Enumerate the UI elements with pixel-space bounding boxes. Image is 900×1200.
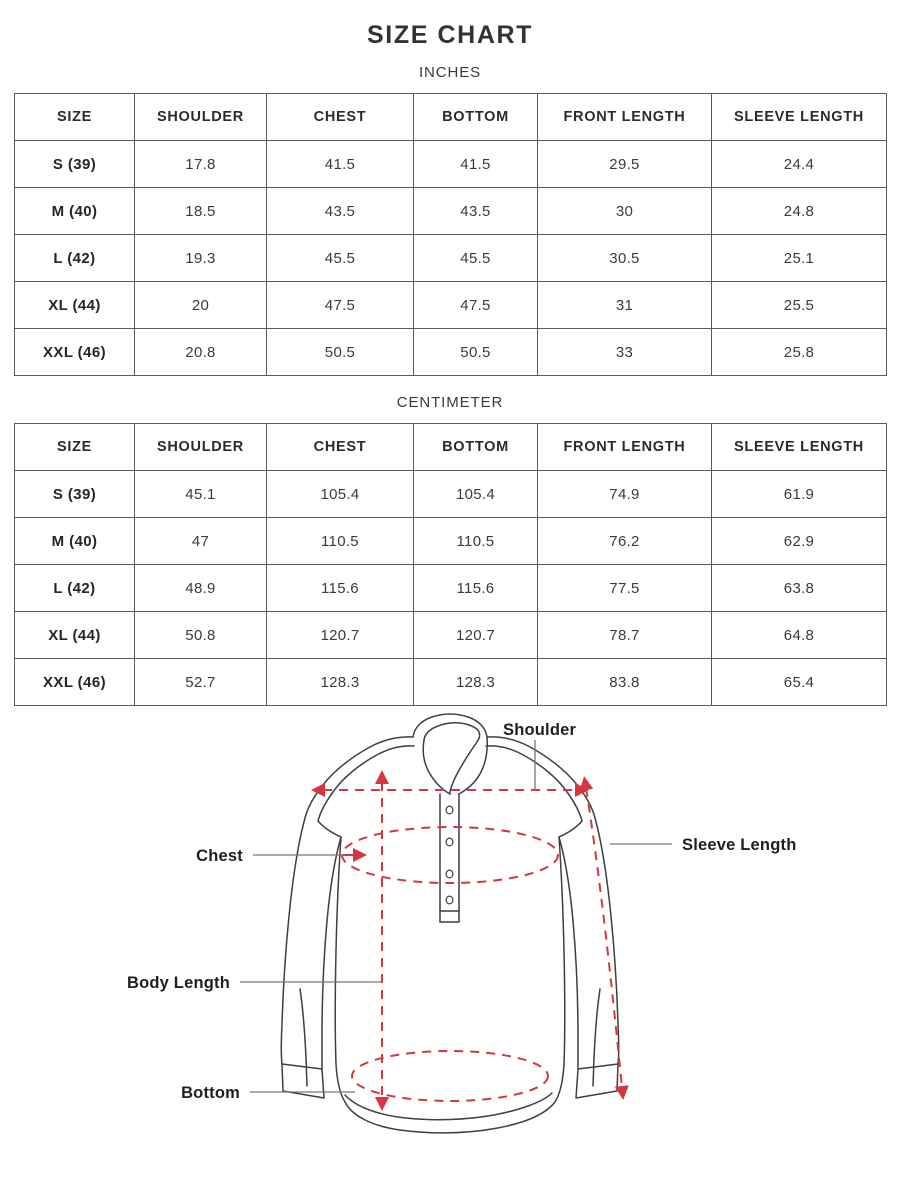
left-yoke-line (318, 746, 414, 821)
label-chest: Chest (196, 847, 243, 865)
cell-sleeve-length: 64.8 (712, 612, 887, 659)
size-table-inches (14, 93, 887, 376)
cell-shoulder: 20 (135, 282, 267, 329)
cell-sleeve-length: 25.1 (712, 235, 887, 282)
table-row (15, 235, 887, 282)
cell-front-length: 31 (538, 282, 712, 329)
column-header-sleeve-length: SLEEVE LENGTH (712, 424, 887, 471)
cell-sleeve-length: 65.4 (712, 659, 887, 706)
column-header-bottom: BOTTOM (414, 424, 538, 471)
cell-size: S (39) (15, 141, 135, 188)
right-armhole-seam (559, 821, 582, 837)
unit-label-inches: INCHES (418, 64, 482, 81)
table-row (15, 659, 887, 706)
cell-bottom: 115.6 (414, 565, 538, 612)
label-body-length: Body Length (126, 974, 230, 992)
cell-chest: 47.5 (267, 282, 414, 329)
right-cuff (576, 1064, 618, 1098)
measurement-diagram (0, 706, 900, 1176)
cell-shoulder: 19.3 (135, 235, 267, 282)
table-row (15, 141, 887, 188)
cell-chest: 115.6 (267, 565, 414, 612)
cell-bottom: 47.5 (414, 282, 538, 329)
unit-label-centimeter: CENTIMETER (396, 394, 504, 411)
centimeter-table-wrapper (0, 423, 900, 706)
cell-chest: 45.5 (267, 235, 414, 282)
cell-front-length: 30.5 (538, 235, 712, 282)
column-header-sleeve-length: SLEEVE LENGTH (712, 94, 887, 141)
cell-size: XL (44) (15, 612, 135, 659)
cell-shoulder: 17.8 (135, 141, 267, 188)
cell-chest: 41.5 (267, 141, 414, 188)
body-left-side (335, 837, 345, 1102)
cell-sleeve-length: 25.8 (712, 329, 887, 376)
right-sleeve-crease (593, 989, 600, 1086)
spacer (0, 82, 900, 93)
cell-sleeve-length: 24.4 (712, 141, 887, 188)
cell-shoulder: 20.8 (135, 329, 267, 376)
cell-chest: 50.5 (267, 329, 414, 376)
cell-size: XXL (46) (15, 659, 135, 706)
cell-shoulder: 45.1 (135, 471, 267, 518)
cell-front-length: 78.7 (538, 612, 712, 659)
cell-sleeve-length: 25.5 (712, 282, 887, 329)
inches-table-wrapper (0, 93, 900, 376)
left-sleeve-crease (300, 989, 307, 1086)
cell-bottom: 128.3 (414, 659, 538, 706)
spacer (0, 376, 900, 394)
shirt-illustration-icon (281, 714, 619, 1133)
right-yoke-line (486, 746, 582, 821)
column-header-chest: CHEST (267, 94, 414, 141)
cell-bottom: 50.5 (414, 329, 538, 376)
button (446, 806, 453, 814)
cell-front-length: 30 (538, 188, 712, 235)
cell-chest: 120.7 (267, 612, 414, 659)
cell-bottom: 105.4 (414, 471, 538, 518)
button (446, 870, 453, 878)
cell-front-length: 77.5 (538, 565, 712, 612)
sleeve-length-measure-line (586, 788, 622, 1088)
label-bottom: Bottom (181, 1084, 240, 1102)
placket-buttons-icon (446, 806, 453, 904)
cell-sleeve-length: 62.9 (712, 518, 887, 565)
hem-inner (345, 1093, 552, 1120)
neck-opening (423, 740, 450, 794)
cell-bottom: 43.5 (414, 188, 538, 235)
left-shoulder-seam (305, 737, 413, 818)
collar-inner (424, 723, 480, 794)
body-right-side (555, 837, 565, 1102)
cell-front-length: 76.2 (538, 518, 712, 565)
button (446, 838, 453, 846)
cell-sleeve-length: 61.9 (712, 471, 887, 518)
spacer (0, 412, 900, 423)
cell-bottom: 41.5 (414, 141, 538, 188)
cell-sleeve-length: 24.8 (712, 188, 887, 235)
hem-outer (345, 1102, 555, 1133)
chest-measure-ellipse (342, 827, 558, 883)
cell-shoulder: 48.9 (135, 565, 267, 612)
cell-shoulder: 47 (135, 518, 267, 565)
cell-size: L (42) (15, 565, 135, 612)
cell-chest: 43.5 (267, 188, 414, 235)
cell-shoulder: 52.7 (135, 659, 267, 706)
table-header-row (15, 424, 887, 471)
label-sleeve-length: Sleeve Length (682, 836, 797, 854)
column-header-front-length: FRONT LENGTH (538, 424, 712, 471)
cell-shoulder: 18.5 (135, 188, 267, 235)
right-shoulder-seam (487, 737, 595, 818)
table-row (15, 282, 887, 329)
table-header-row (15, 94, 887, 141)
column-header-chest: CHEST (267, 424, 414, 471)
page-title: SIZE CHART (367, 21, 533, 49)
table-row (15, 518, 887, 565)
table-row (15, 565, 887, 612)
cell-bottom: 110.5 (414, 518, 538, 565)
spacer (0, 50, 900, 64)
column-header-shoulder: SHOULDER (135, 94, 267, 141)
cell-front-length: 29.5 (538, 141, 712, 188)
column-header-shoulder: SHOULDER (135, 424, 267, 471)
left-cuff (282, 1064, 324, 1098)
cell-chest: 110.5 (267, 518, 414, 565)
cell-chest: 105.4 (267, 471, 414, 518)
cell-size: M (40) (15, 188, 135, 235)
column-header-bottom: BOTTOM (414, 94, 538, 141)
table-row (15, 329, 887, 376)
cell-size: M (40) (15, 518, 135, 565)
cell-front-length: 83.8 (538, 659, 712, 706)
cell-bottom: 120.7 (414, 612, 538, 659)
table-row (15, 471, 887, 518)
table-row (15, 188, 887, 235)
placket (440, 794, 459, 911)
cell-shoulder: 50.8 (135, 612, 267, 659)
cell-sleeve-length: 63.8 (712, 565, 887, 612)
cell-chest: 128.3 (267, 659, 414, 706)
table-row (15, 612, 887, 659)
column-header-size: SIZE (15, 424, 135, 471)
button (446, 896, 453, 904)
column-header-front-length: FRONT LENGTH (538, 94, 712, 141)
size-table-centimeter (14, 423, 887, 706)
cell-size: L (42) (15, 235, 135, 282)
cell-size: XXL (46) (15, 329, 135, 376)
cell-front-length: 74.9 (538, 471, 712, 518)
placket-base (440, 911, 459, 922)
left-armhole-seam (318, 821, 341, 837)
cell-size: S (39) (15, 471, 135, 518)
cell-front-length: 33 (538, 329, 712, 376)
label-shoulder: Shoulder (503, 721, 577, 739)
column-header-size: SIZE (15, 94, 135, 141)
cell-bottom: 45.5 (414, 235, 538, 282)
cell-size: XL (44) (15, 282, 135, 329)
